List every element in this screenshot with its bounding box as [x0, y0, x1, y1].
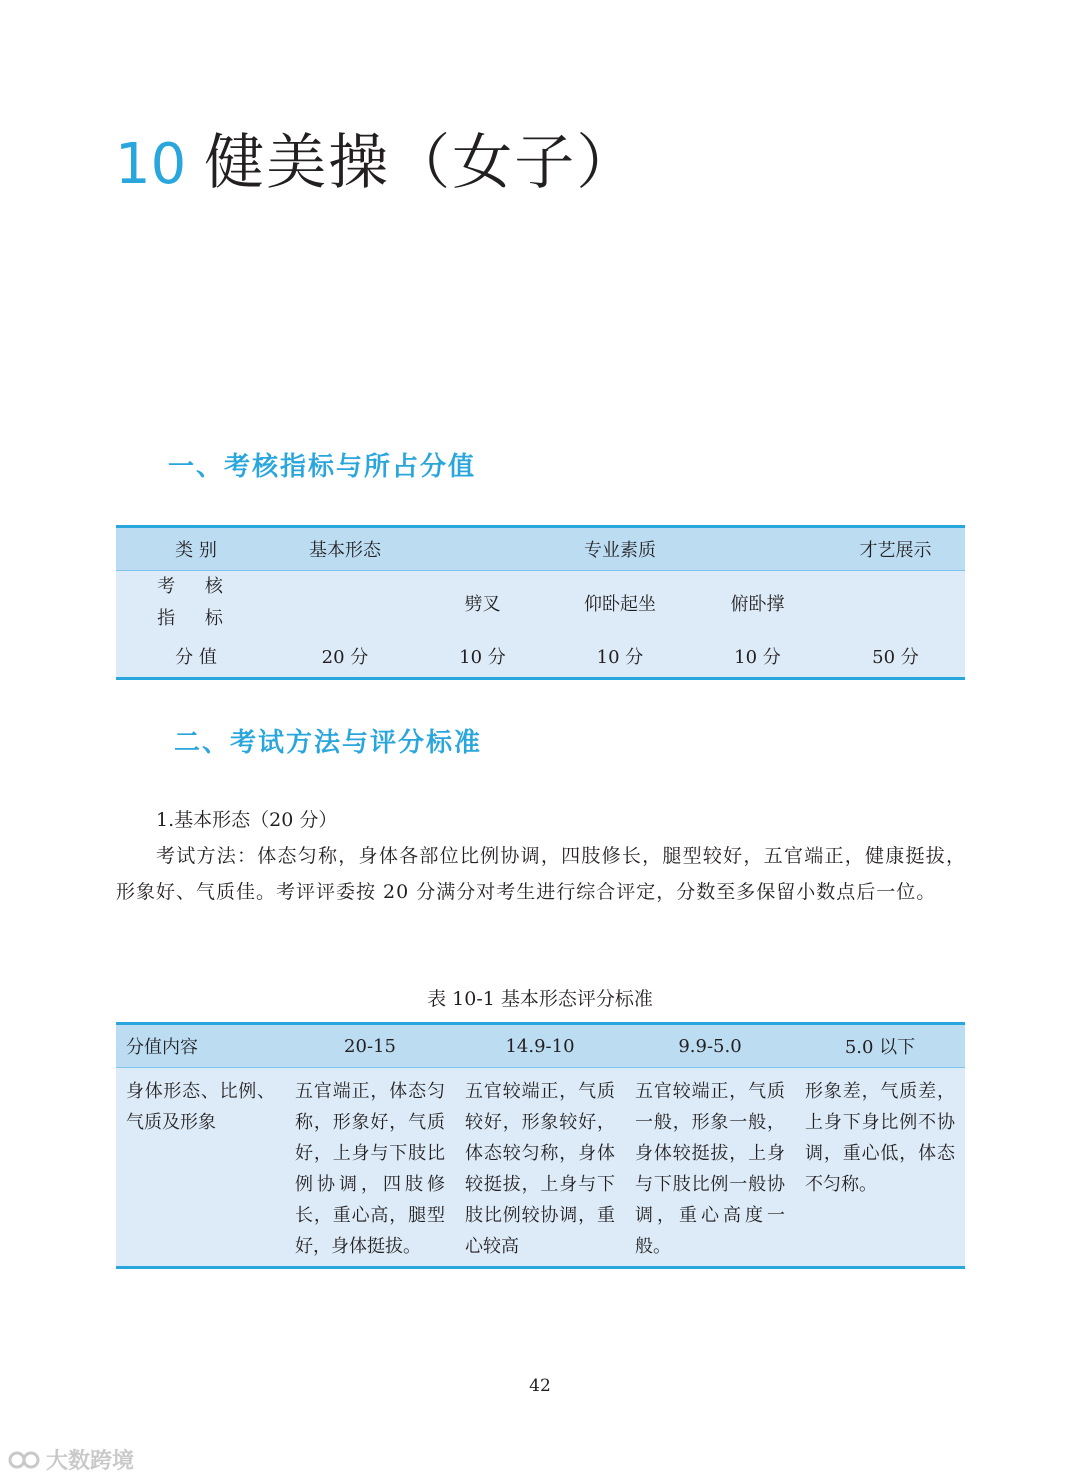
table-row — [116, 1024, 965, 1068]
table-header: 14.9-10 — [455, 1024, 625, 1068]
row-label-indicator — [116, 571, 276, 636]
category-professional: 专业素质 — [414, 527, 826, 571]
table-cell: 五官端正，体态匀称，形象好，气质好，上身与下肢比例协调，四肢修长，重心高，腿型好，身体挺拔。 — [295, 1081, 445, 1257]
watermark-logo-icon — [8, 1447, 42, 1473]
table-header: 5.0 以下 — [795, 1024, 965, 1068]
table-caption: 表 10-1 基本形态评分标准 — [427, 988, 653, 1010]
section-heading-methods: 二、考试方法与评分标准 — [174, 728, 483, 758]
scoring-standard-table — [116, 1022, 965, 1269]
score-cell: 10 分 — [596, 647, 644, 668]
method-paragraph: 考试方法：体态匀称，身体各部位比例协调，四肢修长，腿型较好，五官端正，健康挺拔，形象好、气质佳。考评评委按 20 分满分对考生进行综合评定，分数至多保留小数点后一位。 — [116, 845, 966, 903]
sub-heading: 1.基本形态（20 分） — [156, 809, 338, 831]
table-row — [116, 571, 965, 636]
page-number: 42 — [529, 1376, 551, 1396]
score-cell: 10 分 — [459, 647, 506, 668]
score-distribution-table — [116, 525, 965, 680]
row-label-indicator-top: 考 核 — [157, 576, 235, 597]
table-cell: 五官较端正，气质一般，形象一般，身体较挺拔，上身与下肢比例一般协调，重心高度一般。 — [635, 1081, 785, 1257]
table-row — [116, 527, 965, 571]
table-cell: 五官较端正，气质较好，形象较好，体态较匀称，身体较挺拔，上身与下肢比例较协调，重心较高 — [465, 1081, 615, 1257]
watermark-text: 大数跨境 — [46, 1449, 135, 1474]
indicator-cell — [276, 571, 414, 636]
table-header: 分值内容 — [116, 1024, 285, 1068]
chapter-title-text: 健美操（女子） — [204, 128, 639, 198]
score-cell: 10 分 — [734, 647, 781, 668]
table-row — [116, 635, 965, 679]
table-header: 20-15 — [285, 1024, 455, 1068]
section-heading-indicators: 一、考核指标与所占分值 — [168, 452, 477, 482]
score-cell: 20 分 — [321, 647, 369, 668]
row-label-indicator-bottom: 指 标 — [157, 608, 235, 629]
row-label-category: 类 别 — [116, 527, 276, 571]
category-talent: 才艺展示 — [826, 527, 965, 571]
indicator-cell: 俯卧撑 — [730, 594, 785, 615]
table-header: 9.9-5.0 — [625, 1024, 795, 1068]
chapter-title — [115, 118, 638, 210]
score-cell: 50 分 — [872, 647, 919, 668]
indicator-cell: 劈叉 — [464, 594, 501, 615]
indicator-cell — [826, 571, 965, 636]
row-label-score: 分 值 — [175, 647, 217, 668]
table-cell: 身体形态、比例、气质及形象 — [126, 1081, 275, 1133]
chapter-number: 10 — [115, 132, 187, 197]
indicator-cell: 仰卧起坐 — [584, 594, 656, 615]
table-cell: 形象差，气质差，上身下身比例不协调，重心低，体态不匀称。 — [805, 1081, 955, 1195]
table-row — [116, 1068, 965, 1268]
watermark — [8, 1444, 134, 1475]
category-basic: 基本形态 — [276, 527, 414, 571]
